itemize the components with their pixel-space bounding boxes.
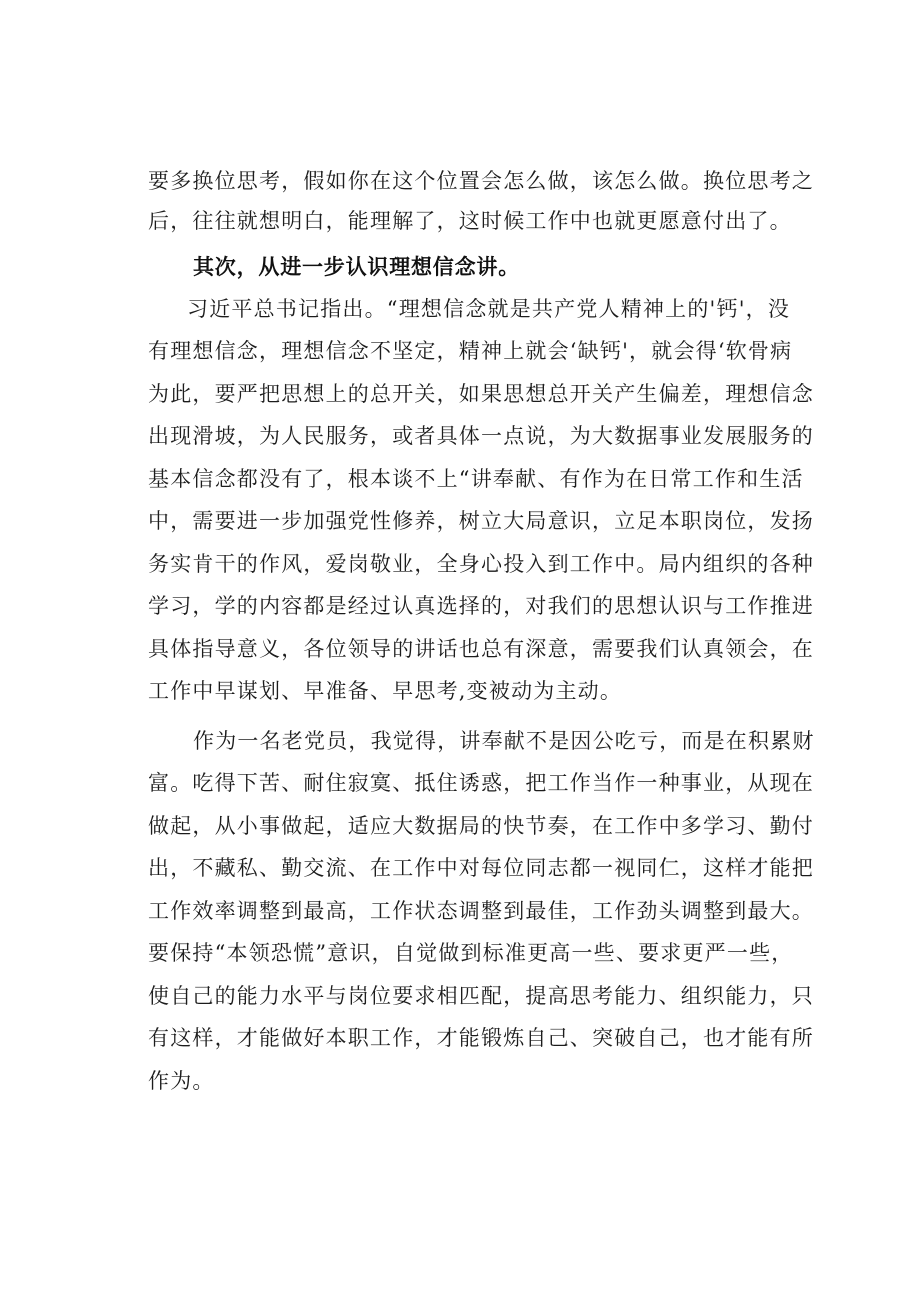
body-text-line: 出现滑坡，为人民服务，或者具体一点说，为大数据事业发展服务的 bbox=[148, 424, 814, 448]
body-text-line: 富。吃得下苦、耐住寂寞、抵住诱惑，把工作当作一种事业，从现在 bbox=[148, 771, 814, 795]
body-text-line: 务实肯干的作风，爱岗敬业，全身心投入到工作中。局内组织的各种 bbox=[148, 552, 814, 576]
body-text-line: 做起，从小事做起，适应大数据局的快节奏，在工作中多学习、勤付 bbox=[148, 814, 814, 838]
body-text-line: 有这样，才能做好本职工作，才能锻炼自己、突破自己，也才能有所 bbox=[148, 1026, 814, 1050]
body-text-line: 工作效率调整到最高，工作状态调整到最佳，工作劲头调整到最大。 bbox=[148, 899, 814, 923]
body-text-line: 后，往往就想明白，能理解了，这时候工作中也就更愿意付出了。 bbox=[148, 209, 792, 233]
body-text-line: 工作中早谋划、早准备、早思考,变被动为主动。 bbox=[148, 679, 623, 703]
body-text-line: 使自己的能力水平与岗位要求相匹配，提高思考能力、组织能力，只 bbox=[148, 984, 814, 1008]
body-text-line: 为此，要严把思想上的总开关，如果思想总开关产生偏差，理想信念 bbox=[148, 382, 814, 406]
body-text-line: 作为一名老党员，我觉得，讲奉献不是因公吃亏，而是在积累财 bbox=[193, 729, 815, 753]
body-text-line: 要保持“本领恐慌”意识，自觉做到标准更高一些、要求更严一些， bbox=[148, 941, 794, 965]
body-text-line: 中，需要进一步加强党性修养，树立大局意识，立足本职岗位，发扬 bbox=[148, 509, 814, 533]
body-text-line: 学习，学的内容都是经过认真选择的，对我们的思想认识与工作推进 bbox=[148, 594, 814, 618]
body-text-line: 有理想信念，理想信念不坚定，精神上就会‘缺钙'，就会得‘软骨病 bbox=[148, 339, 793, 363]
body-text-line: 基本信念都没有了，根本谈不上“讲奉献、有作为在日常工作和生活 bbox=[148, 467, 804, 491]
body-text-line: 要多换位思考，假如你在这个位置会怎么做，该怎么做。换位思考之 bbox=[148, 169, 814, 193]
section-heading: 其次，从进一步认识理想信念讲。 bbox=[193, 255, 520, 279]
body-text-line: 具体指导意义，各位领导的讲话也总有深意，需要我们认真领会，在 bbox=[148, 637, 814, 661]
body-text-line: 习近平总书记指出。“理想信念就是共产党人精神上的'钙'，没 bbox=[187, 297, 791, 321]
body-text-line: 作为。 bbox=[148, 1069, 215, 1093]
body-text-line: 出，不藏私、勤交流、在工作中对每位同志都一视同仁，这样才能把 bbox=[148, 856, 814, 880]
